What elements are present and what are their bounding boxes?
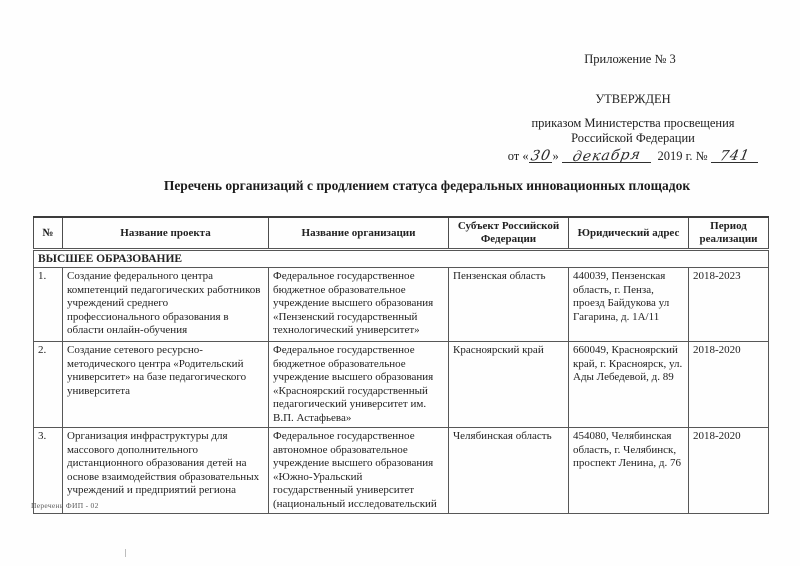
cell-address: 440039, Пензенская область, г. Пенза, проезд Байдукова ул Гагарина, д. 1А/11 (569, 268, 689, 342)
handwritten-number-underline (711, 147, 759, 165)
table-row (34, 268, 769, 342)
cell-period: 2018-2020 (689, 428, 769, 514)
cell-project: Создание сетевого ресурсно-методического центра «Родительский университет» на базе педагогического университета (63, 342, 269, 428)
cell-organization: Федеральное государственное автономное образовательное учреждение высшего образования «Южно-Уральский государственный университет (национальный исследовательский (269, 428, 449, 514)
handwritten-month-underline (562, 146, 652, 166)
document-footer-code: Перечень ФИП - 02 (31, 501, 99, 510)
cell-project: Организация инфраструктуры для массового дополнительного дистанционного образования детей на основе взаимодействия образовательных учреждений и предприятий региона (63, 428, 269, 514)
date-close-quote: » (552, 149, 559, 163)
section-row-higher-education (34, 250, 769, 268)
cell-organization: Федеральное государственное бюджетное образовательное учреждение высшего образования «Красноярский государственный педагогический университет им. В.П. Астафьева» (269, 342, 449, 428)
cell-organization: Федеральное государственное бюджетное образовательное учреждение высшего образования «Пензенский государственный технологический университет» (269, 268, 449, 342)
table-row (34, 428, 769, 514)
appendix-label: Приложение № 3 (584, 52, 676, 66)
col-header-project: Название проекта (63, 217, 269, 250)
approved-word: УТВЕРЖДЕН (595, 92, 671, 106)
table-row (34, 342, 769, 428)
organizations-table (33, 216, 769, 514)
approved-by-line1: приказом Министерства просвещения (531, 116, 735, 130)
col-header-region: Субъект Российской Федерации (449, 217, 569, 250)
cell-region: Пензенская область (449, 268, 569, 342)
date-prefix: от « (507, 149, 529, 163)
cell-address: 454080, Челябинская область, г. Челябинск, проспект Ленина, д. 76 (569, 428, 689, 514)
cell-period: 2018-2023 (689, 268, 769, 342)
order-date-line (502, 146, 764, 166)
cell-address: 660049, Красноярский край, г. Красноярск, ул. Ады Лебедевой, д. 89 (569, 342, 689, 428)
table-header-row (34, 217, 769, 250)
cell-number: 3. (34, 428, 63, 514)
col-header-address: Юридический адрес (569, 217, 689, 250)
approved-by-line2: Российской Федерации (571, 131, 695, 145)
handwritten-order-number: 741 (718, 147, 751, 165)
col-header-number: № (34, 217, 63, 250)
approval-block (502, 92, 764, 164)
scan-artifact-tick (125, 549, 126, 557)
handwritten-day-underline (529, 147, 553, 165)
handwritten-day: 30 (529, 147, 552, 165)
cell-period: 2018-2020 (689, 342, 769, 428)
section-heading: ВЫСШЕЕ ОБРАЗОВАНИЕ (34, 250, 769, 268)
col-header-period: Период реализации (689, 217, 769, 250)
handwritten-month: декабря (571, 146, 643, 166)
cell-number: 2. (34, 342, 63, 428)
date-year: 2019 г. № (657, 149, 708, 163)
cell-region: Красноярский край (449, 342, 569, 428)
cell-region: Челябинская область (449, 428, 569, 514)
page-title: Перечень организаций с продлением статуса федеральных инновационных площадок (163, 178, 691, 193)
cell-project: Создание федерального центра компетенций педагогических работников учреждений среднего профессионального образования в области онлайн-обучения (63, 268, 269, 342)
col-header-organization: Название организации (269, 217, 449, 250)
cell-number: 1. (34, 268, 63, 342)
